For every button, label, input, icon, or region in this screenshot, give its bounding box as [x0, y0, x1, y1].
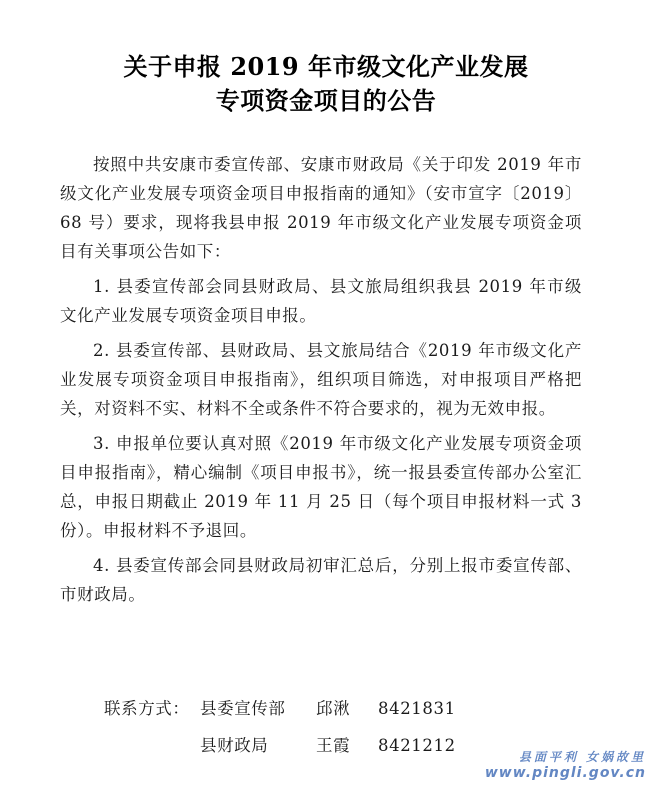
document-body	[60, 150, 582, 615]
contact-phone: 8421212	[378, 736, 456, 755]
watermark-url: www.pingli.gov.cn	[484, 765, 646, 781]
contact-department: 县财政局	[200, 736, 269, 755]
contact-phone: 8421831	[378, 699, 456, 718]
item-3-paragraph: 3. 申报单位要认真对照《2019 年市级文化产业发展专项资金项目申报指南》，精心编制《项目申报书》，统一报县委宣传部办公室汇总，申报日期截止 2019 年 11 月 25 日（每个项目申报材料一式 3 份）。申报材料不予退回。	[60, 434, 582, 540]
item-1-paragraph: 1. 县委宣传部会同县财政局、县文旅局组织我县 2019 年市级文化产业发展专项资金项目申报。	[60, 277, 582, 325]
contact-row-1	[104, 694, 456, 723]
item-2-paragraph: 2. 县委宣传部、县财政局、县文旅局结合《2019 年市级文化产业发展专项资金项目申报指南》，组织项目筛选，对申报项目严格把关，对资料不实、材料不全或条件不符合要求的，视为无效申报。	[60, 341, 582, 418]
contact-label: 联系方式：	[104, 699, 190, 718]
site-watermark	[485, 748, 646, 781]
contact-row-2	[200, 731, 456, 760]
watermark-slogan: 县面平利 女娲故里	[518, 750, 646, 764]
contact-department: 县委宣传部	[200, 699, 286, 718]
document-title-line-1: 关于申报 2019 年市级文化产业发展	[123, 52, 529, 81]
item-4-paragraph: 4. 县委宣传部会同县财政局初审汇总后，分别上报市委宣传部、市财政局。	[60, 556, 582, 604]
intro-paragraph: 按照中共安康市委宣传部、安康市财政局《关于印发 2019 年市级文化产业发展专项资金项目申报指南的通知》（安市宣字〔2019〕68 号）要求，现将我县申报 2019 年市级文化产业发展专项资金项目有关事项公告如下：	[60, 155, 582, 261]
contact-person: 邱湫	[316, 699, 351, 718]
document-title-line-2: 专项资金项目的公告	[215, 86, 437, 115]
contact-person: 王霞	[316, 736, 351, 755]
